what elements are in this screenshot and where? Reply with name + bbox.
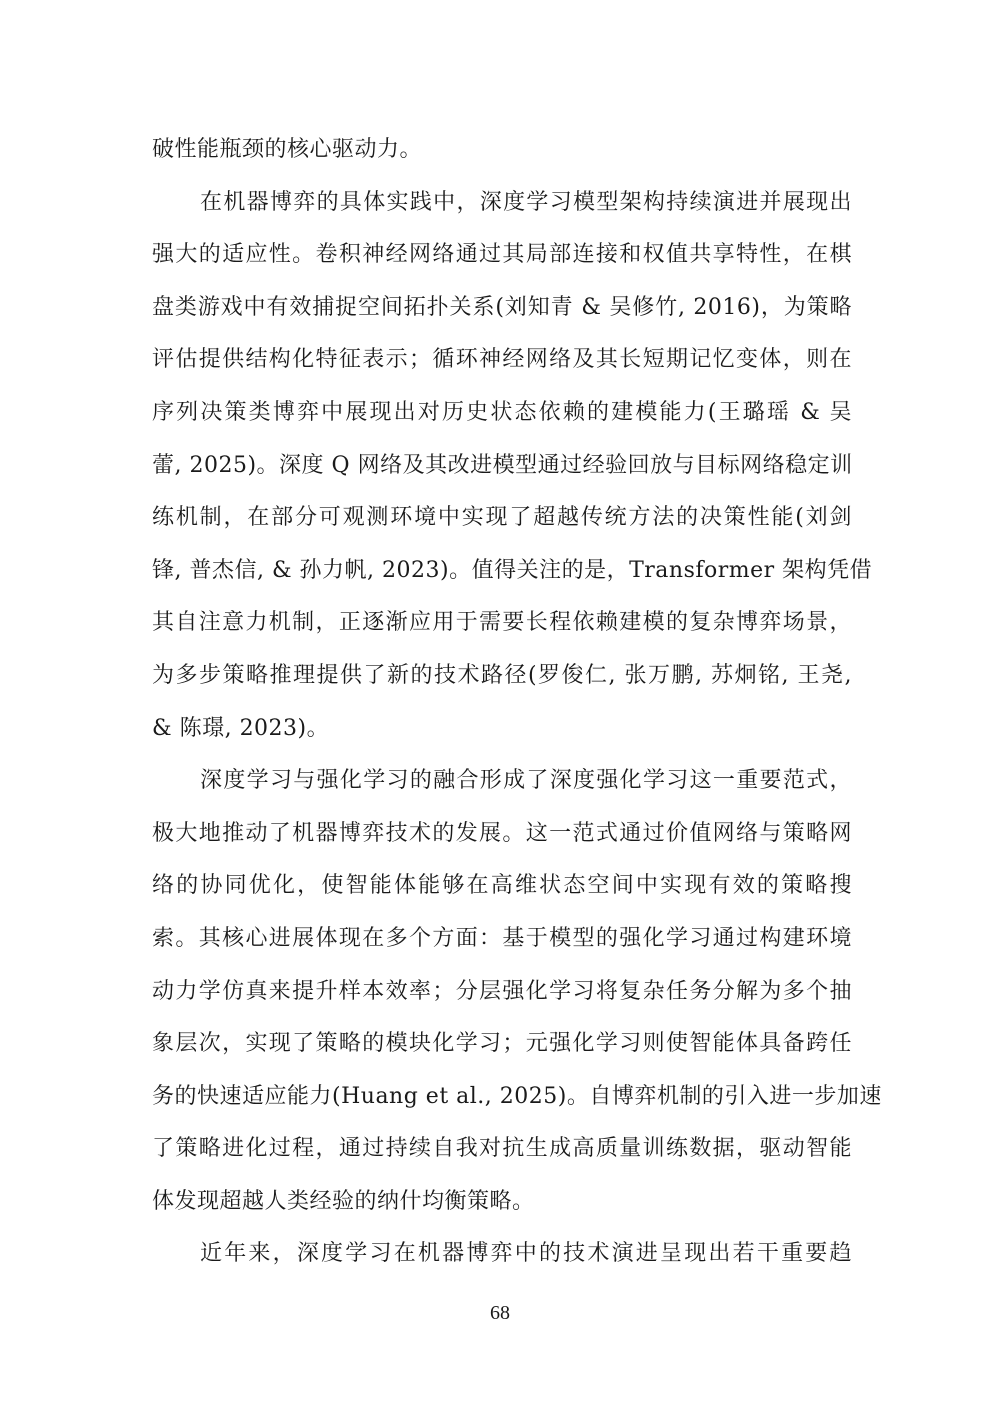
- paragraph-line: 锋, 普杰信, & 孙力帆, 2023)。值得关注的是，Transformer 架构凭借: [152, 557, 873, 583]
- paragraph-line: 络的协同优化，使智能体能够在高维状态空间中实现有效的策略搜: [152, 873, 852, 899]
- paragraph-line: & 陈璟, 2023)。: [152, 715, 330, 741]
- paragraph-line: 评估提供结构化特征表示；循环神经网络及其长短期记忆变体，则在: [152, 347, 852, 373]
- paragraph-line: 序列决策类博弈中展现出对历史状态依赖的建模能力(王璐瑶 & 吴: [152, 399, 852, 425]
- paragraph-line: 练机制，在部分可观测环境中实现了超越传统方法的决策性能(刘剑: [152, 505, 852, 531]
- page-number: 68: [490, 1302, 510, 1324]
- paragraph-line: 极大地推动了机器博弈技术的发展。这一范式通过价值网络与策略网: [152, 820, 852, 846]
- paragraph-line: 为多步策略推理提供了新的技术路径(罗俊仁, 张万鹏, 苏炯铭, 王尧,: [152, 662, 852, 688]
- paragraph-line: 索。其核心进展体现在多个方面：基于模型的强化学习通过构建环境: [152, 925, 852, 951]
- paragraph-line: 动力学仿真来提升样本效率；分层强化学习将复杂任务分解为多个抽: [152, 978, 852, 1004]
- paragraph-line: 体发现超越人类经验的纳什均衡策略。: [152, 1188, 535, 1214]
- paragraph-line: 盘类游戏中有效捕捉空间拓扑关系(刘知青 & 吴修竹, 2016)，为策略: [152, 294, 852, 320]
- paragraph-line: 了策略进化过程，通过持续自我对抗生成高质量训练数据，驱动智能: [152, 1136, 852, 1162]
- paragraph-line: 象层次，实现了策略的模块化学习；元强化学习则使智能体具备跨任: [152, 1031, 852, 1057]
- paragraph-line: 蕾, 2025)。深度 Q 网络及其改进模型通过经验回放与目标网络稳定训: [152, 452, 853, 478]
- paragraph-line: 近年来，深度学习在机器博弈中的技术演进呈现出若干重要趋: [200, 1241, 852, 1267]
- paragraph-line: 其自注意力机制，正逐渐应用于需要长程依赖建模的复杂博弈场景，: [152, 610, 852, 636]
- paragraph-line: 强大的适应性。卷积神经网络通过其局部连接和权值共享特性，在棋: [152, 242, 852, 268]
- paragraph-line: 务的快速适应能力(Huang et al., 2025)。自博弈机制的引入进一步加速: [152, 1083, 882, 1109]
- paragraph-line: 破性能瓶颈的核心驱动力。: [152, 137, 423, 162]
- paragraph-line: 深度学习与强化学习的融合形成了深度强化学习这一重要范式，: [200, 768, 852, 794]
- paragraph-line: 在机器博弈的具体实践中，深度学习模型架构持续演进并展现出: [200, 189, 852, 215]
- page-body: [152, 124, 882, 1281]
